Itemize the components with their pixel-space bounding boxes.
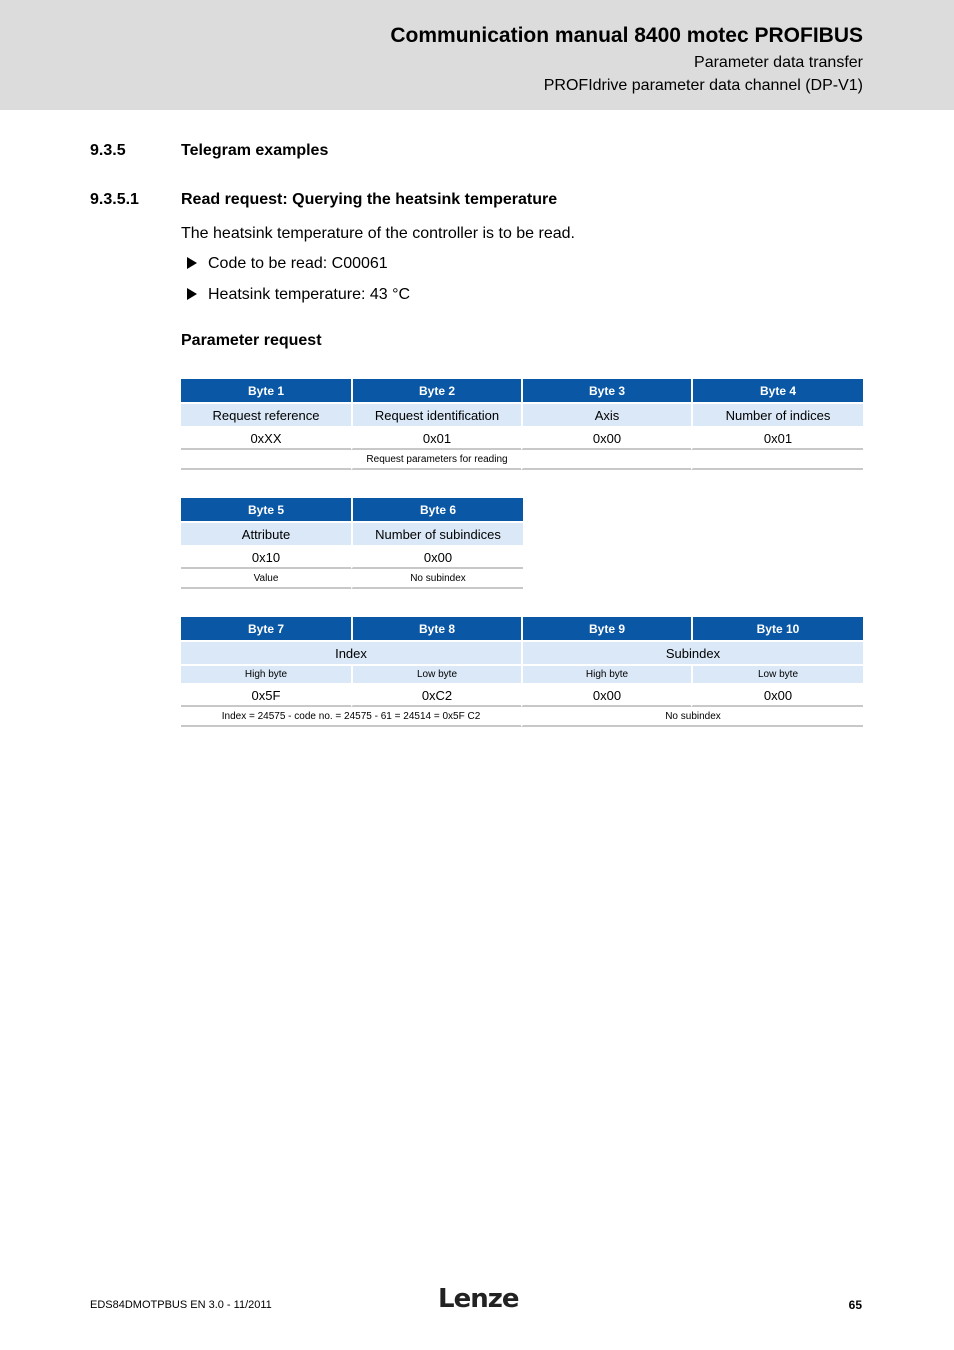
intro-text: The heatsink temperature of the controller is to be read. [181,225,575,242]
value-cell: 0x00 [521,685,691,707]
header-cell: Byte 7 [181,617,351,642]
table-note-row [181,450,863,470]
bullet-item [187,286,410,304]
header-cell: Byte 6 [351,498,523,523]
header-cell: Byte 9 [521,617,691,642]
table-value-row [181,547,523,569]
bullet-text: Code to be read: C00061 [208,255,388,272]
value-cell: 0x10 [181,547,351,569]
note-cell [181,450,351,470]
note-cell: No subindex [521,707,863,727]
header-cell: Byte 8 [351,617,521,642]
value-cell: 0xXX [181,428,351,450]
table-sublabel-row [181,666,863,685]
page-header [0,0,954,110]
value-cell: 0x00 [351,547,523,569]
header-cell: Byte 10 [691,617,863,642]
value-cell: 0x00 [691,685,863,707]
document-id: EDS84DMOTPBUS EN 3.0 - 11/2011 [90,1299,272,1311]
lenze-logo: Lenze [438,1284,519,1314]
bullet-item [187,255,388,273]
table-value-row [181,685,863,707]
label-cell: Number of indices [691,404,863,428]
manual-title: Communication manual 8400 motec PROFIBUS [390,24,863,47]
request-header-table [181,379,863,470]
triangle-bullet-icon [187,257,197,269]
table-label-row [181,404,863,428]
value-cell: 0x00 [521,428,691,450]
value-cell: 0xC2 [351,685,521,707]
table-header-row [181,379,863,404]
label-cell: Request reference [181,404,351,428]
group-cell-subindex: Subindex [521,642,863,666]
value-cell: 0x5F [181,685,351,707]
subsection-title: Read request: Querying the heatsink temperature [181,191,558,208]
header-cell: Byte 3 [521,379,691,404]
header-cell: Byte 1 [181,379,351,404]
subsection-number: 9.3.5.1 [90,191,139,208]
note-cell: No subindex [351,569,523,589]
table-note-row [181,569,523,589]
index-table [181,617,863,727]
label-cell: Attribute [181,523,351,547]
label-cell: Request identification [351,404,521,428]
chapter-title: Parameter data transfer [694,54,863,71]
header-cell: Byte 2 [351,379,521,404]
table-header-row [181,617,863,642]
note-cell: Request parameters for reading [351,450,521,470]
table-group-row [181,642,863,666]
note-cell [691,450,863,470]
table-label-row [181,523,523,547]
label-cell: Number of subindices [351,523,523,547]
sublabel-cell: High byte [521,666,691,685]
header-cell: Byte 4 [691,379,863,404]
value-cell: 0x01 [691,428,863,450]
triangle-bullet-icon [187,288,197,300]
label-cell: Axis [521,404,691,428]
note-cell [521,450,691,470]
section-title: Telegram examples [181,142,329,159]
table-value-row [181,428,863,450]
group-cell-index: Index [181,642,521,666]
sublabel-cell: Low byte [351,666,521,685]
sublabel-cell: High byte [181,666,351,685]
parameter-request-heading: Parameter request [181,332,322,349]
table-note-row [181,707,863,727]
note-cell: Value [181,569,351,589]
sublabel-cell: Low byte [691,666,863,685]
attribute-table [181,498,523,589]
page-number: 65 [848,1298,862,1312]
bullet-text: Heatsink temperature: 43 °C [208,286,411,303]
section-number: 9.3.5 [90,142,126,159]
note-cell: Index = 24575 - code no. = 24575 - 61 = 24514 = 0x5F C2 [181,707,521,727]
value-cell: 0x01 [351,428,521,450]
section-context: PROFIdrive parameter data channel (DP-V1) [543,77,863,94]
table-header-row [181,498,523,523]
header-cell: Byte 5 [181,498,351,523]
